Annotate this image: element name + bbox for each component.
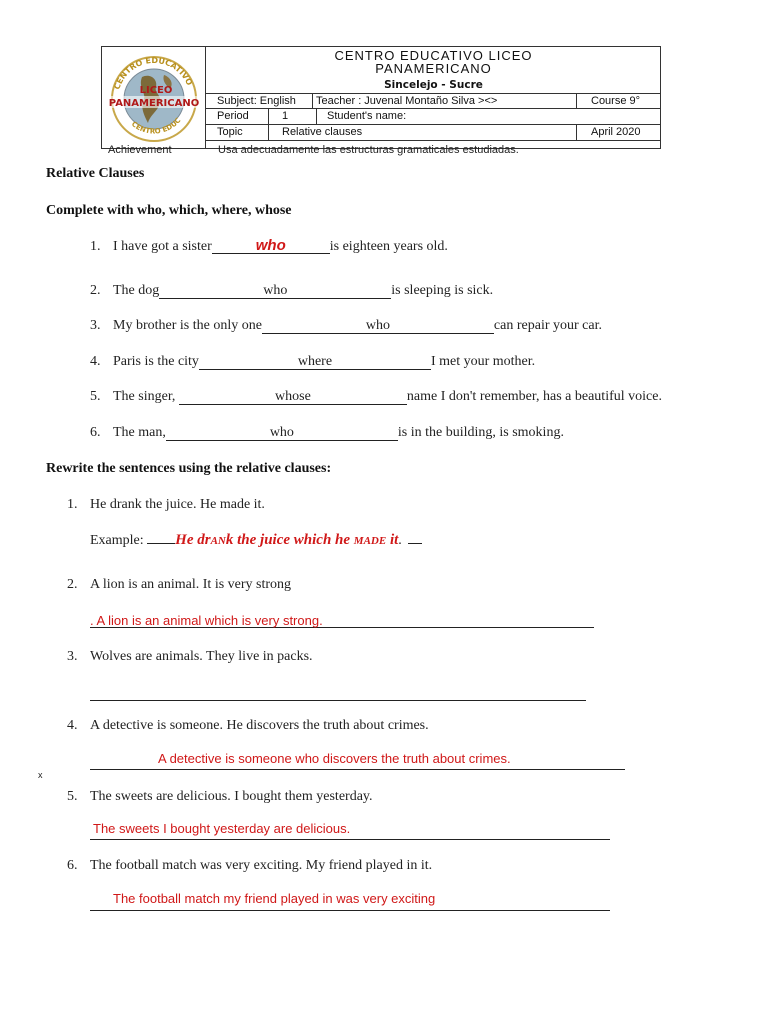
item-number: 6. [90, 425, 101, 440]
achievement-label: Achievement [108, 144, 172, 156]
topic-value: Relative clauses [282, 126, 363, 138]
item-text-after: I met your mother. [430, 354, 536, 369]
example-label: Example: [90, 533, 148, 548]
item-number: 3. [90, 318, 101, 333]
page-title: Relative Clauses [46, 166, 145, 181]
logo-text-main2: PANAMERICANO [108, 98, 200, 109]
item-number: 3. [67, 649, 78, 664]
col-divider [316, 108, 317, 124]
logo-text-bottom: CENTRO EDUC [129, 116, 183, 136]
answer-blank[interactable]: who [262, 318, 494, 334]
answer-line[interactable] [90, 769, 625, 770]
rewrite-prompt: A lion is an animal. It is very strong [90, 577, 292, 592]
item-number: 4. [67, 718, 78, 733]
example-text-part: . [398, 533, 402, 548]
example-lead-blank [147, 543, 175, 544]
answer-blank[interactable]: where [199, 354, 431, 370]
item-number: 5. [90, 389, 101, 404]
col-divider [312, 93, 313, 108]
school-city: Sincelejo - Sucre [384, 79, 483, 91]
rewrite-item [67, 497, 265, 513]
answer-text-body: A lion is an animal which is very strong [96, 613, 320, 628]
item-text-after: is in the building, is smoking. [397, 425, 564, 440]
answer-text: A detective is someone who discovers the truth about crimes. [158, 751, 511, 766]
fill-item [90, 354, 535, 370]
example-text-part: He dr [175, 532, 211, 548]
rewrite-prompt: He drank the juice. He made it. [90, 497, 265, 512]
answer-blank[interactable]: who [166, 425, 398, 441]
item-text-before: The man, [113, 425, 166, 440]
answer-blank[interactable]: whose [179, 389, 407, 405]
rewrite-item [67, 649, 313, 665]
item-text-after: is sleeping is sick. [391, 283, 494, 298]
item-text-after: name I don't remember, has a beautiful voice. [406, 389, 662, 404]
item-number: 6. [67, 858, 78, 873]
item-number: 1. [90, 239, 101, 254]
school-logo-icon [104, 49, 204, 145]
row-divider [206, 108, 661, 109]
item-text-after: is eighteen years old. [329, 239, 448, 254]
item-text-before: I have got a sister [113, 239, 212, 254]
item-number: 2. [67, 577, 78, 592]
item-number: 4. [90, 354, 101, 369]
fill-item [90, 238, 448, 255]
example-text-part: AN [210, 535, 226, 547]
teacher-cell: Teacher : Juvenal Montaño Silva ><> [316, 95, 498, 107]
item-text-before: Paris is the city [113, 354, 199, 369]
topic-label: Topic [217, 126, 243, 138]
part1-instruction: Complete with who, which, where, whose [46, 203, 292, 218]
rewrite-prompt: A detective is someone. He discovers the truth about crimes. [90, 718, 429, 733]
rewrite-prompt: The sweets are delicious. I bought them yesterday. [90, 789, 373, 804]
rewrite-item [67, 789, 373, 805]
rewrite-item [67, 718, 429, 734]
rewrite-prompt: The football match was very exciting. My friend played in it. [90, 858, 433, 873]
row-divider [206, 140, 661, 141]
answer-blank[interactable]: who [159, 283, 391, 299]
example-text-part: MADE [353, 535, 387, 547]
part2-instruction: Rewrite the sentences using the relative clauses: [46, 461, 332, 476]
answer-lead-dot: . [90, 613, 94, 628]
rewrite-item [67, 577, 291, 593]
fill-item [90, 389, 662, 405]
answer-text: The football match my friend played in was very exciting [113, 891, 436, 906]
school-name-line1: CENTRO EDUCATIVO LICEO [334, 48, 533, 63]
item-number: 2. [90, 283, 101, 298]
answer-blank[interactable]: who [212, 238, 330, 254]
answer-text: The sweets I bought yesterday are delicious. [93, 821, 351, 836]
col-divider [268, 108, 269, 140]
answer-text [90, 613, 323, 628]
school-name [206, 47, 661, 75]
row-divider [206, 93, 661, 94]
item-text-before: My brother is the only one [113, 318, 262, 333]
rewrite-prompt: Wolves are animals. They live in packs. [90, 649, 313, 664]
date-cell: April 2020 [591, 126, 641, 138]
rewrite-item [67, 858, 432, 874]
school-name-line2: PANAMERICANO [375, 61, 492, 76]
answer-line[interactable] [90, 700, 586, 701]
example-trail-blank [408, 543, 422, 544]
course-cell: Course 9° [591, 95, 641, 107]
row-divider [206, 124, 661, 125]
example-answer[interactable] [90, 532, 422, 549]
example-text-part: it [386, 532, 399, 548]
logo-text-top: CENTRO EDUCATIVO [112, 55, 195, 91]
student-name-field: Student's name: [327, 110, 407, 122]
item-text-after: can repair your car. [493, 318, 602, 333]
fill-item [90, 318, 602, 334]
answer-trail-dot: . [319, 613, 323, 628]
answer-line[interactable] [90, 839, 610, 840]
item-text-before: The dog [113, 283, 160, 298]
col-divider [576, 124, 577, 140]
period-value: 1 [282, 110, 289, 122]
subject-cell: Subject: English [217, 95, 296, 107]
logo-text-main1: LICEO [139, 85, 173, 96]
fill-item [90, 283, 493, 299]
item-text-before: The singer, [113, 389, 179, 404]
period-label: Period [217, 110, 249, 122]
achievement-value: Usa adecuadamente las estructuras gramaticales estudiadas. [218, 144, 519, 156]
item-number: 5. [67, 789, 78, 804]
margin-mark: x [38, 770, 43, 780]
example-text-part: k the juice which he [225, 532, 354, 548]
item-number: 1. [67, 497, 78, 512]
fill-item [90, 425, 564, 441]
answer-line[interactable] [90, 910, 610, 911]
col-divider [576, 93, 577, 108]
